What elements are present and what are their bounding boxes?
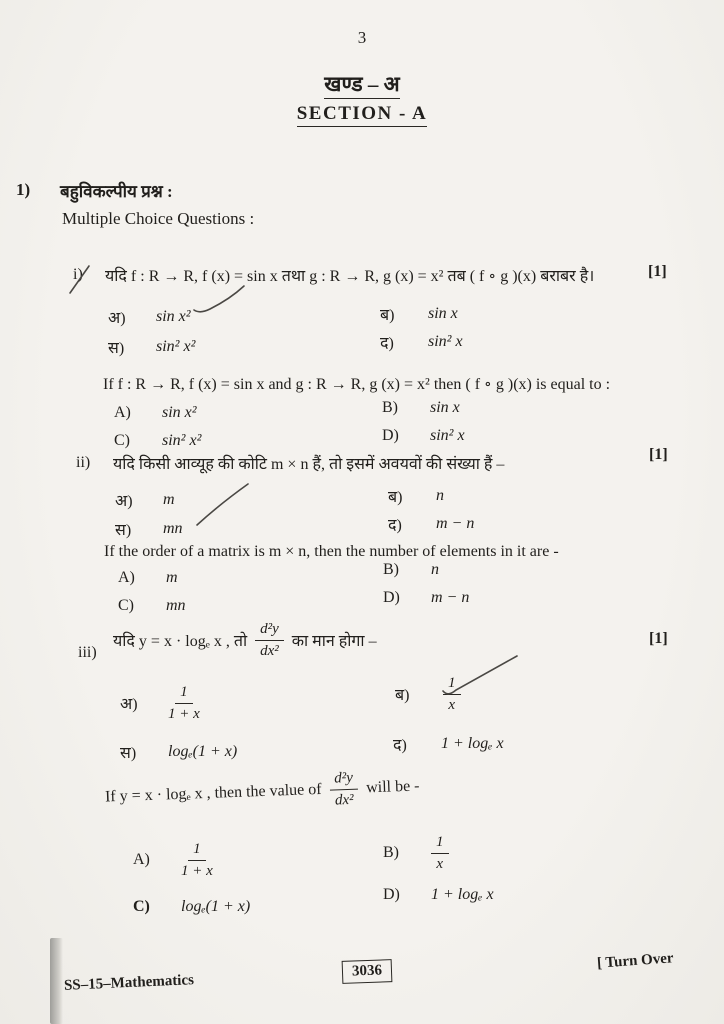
option-text: mn — [166, 597, 186, 614]
question-1-title-english: Multiple Choice Questions : — [62, 209, 255, 228]
option-text: sin² x² — [162, 432, 202, 449]
option-fraction: $\frac{1}{x}$ — [431, 833, 449, 874]
option-text: logₑ(1 + x) — [181, 898, 251, 915]
option-iii-hi-a — [120, 683, 200, 724]
option-text: sin x — [428, 305, 458, 322]
question-ii-text-hindi: यदि किसी आव्यूह की कोटि m × n हैं, तो इसमें अवयवों की संख्या हैं – — [113, 456, 505, 473]
question-i-number: i) — [73, 266, 83, 283]
option-i-hi-d — [380, 331, 463, 353]
option-label: स) — [108, 340, 125, 357]
option-text: sin x² — [156, 308, 191, 325]
option-fraction: $\frac{1}{x}$ — [443, 674, 461, 715]
option-label: अ) — [115, 493, 133, 510]
option-text: 1 + logₑ x — [431, 886, 494, 903]
turn-over-note: [ Turn Over — [596, 950, 675, 972]
option-i-en-b — [382, 399, 460, 417]
option-label: C) — [118, 597, 134, 614]
option-label: B) — [383, 844, 399, 862]
question-i-text-hindi: यदि f : R → R, f (x) = sin x तथा g : R → R, g (x) = x² तब ( f ∘ g )(x) बराबर है। — [105, 268, 595, 285]
question-1-number: 1) — [16, 180, 31, 199]
question-text-suffix: will be - — [365, 777, 420, 797]
section-heading-english — [0, 103, 724, 125]
option-text: n — [431, 561, 439, 578]
option-label: ब) — [380, 307, 395, 324]
section-heading-hindi-text: खण्ड – अ — [324, 72, 399, 99]
option-iii-hi-b — [395, 674, 461, 715]
question-i-marks: [1] — [648, 263, 667, 280]
option-label: स) — [115, 522, 132, 539]
question-1-title-hindi: बहुविकल्पीय प्रश्न : — [60, 182, 173, 201]
option-label: B) — [382, 399, 398, 416]
option-iii-en-c — [133, 898, 250, 916]
option-text: mn — [163, 520, 183, 537]
option-text: m − n — [436, 515, 475, 532]
option-label: स) — [120, 745, 137, 762]
scan-smudge — [50, 938, 63, 1024]
question-ii-marks: [1] — [649, 446, 668, 463]
question-text-prefix: यदि y = x · logₑ x , तो — [113, 633, 248, 651]
option-iii-hi-d — [393, 733, 504, 755]
option-i-hi-b — [380, 303, 458, 325]
option-label: D) — [383, 589, 400, 606]
option-ii-en-a — [118, 569, 178, 587]
option-label: C) — [133, 898, 150, 915]
option-fraction: $\frac{1}{1 + x}$ — [181, 841, 213, 879]
pen-mark-question-ii-line — [197, 484, 248, 525]
derivative-fraction: $\frac{\text{d²y}}{\text{dx²}}$ — [255, 620, 284, 661]
option-ii-hi-c — [115, 518, 183, 540]
option-ii-hi-d — [388, 513, 474, 535]
option-label: B) — [383, 561, 399, 578]
option-text: sin² x² — [156, 338, 196, 355]
option-text: m − n — [431, 589, 470, 606]
option-label: द) — [380, 335, 394, 352]
option-i-en-a — [114, 404, 197, 422]
option-text: n — [436, 487, 444, 504]
question-text-prefix: If y = x · logₑ x , then the value of — [104, 781, 322, 806]
section-heading-hindi — [0, 70, 724, 98]
question-iii-number: iii) — [78, 644, 97, 661]
option-ii-en-d — [383, 589, 469, 607]
option-i-en-d — [382, 427, 465, 445]
page-number: 3 — [357, 28, 367, 47]
option-label: ब) — [395, 687, 410, 705]
booklet-number: 3036 — [342, 959, 393, 984]
option-text: sin² x — [430, 427, 465, 444]
option-text: sin x — [430, 399, 460, 416]
question-i-text-english: If f : R → R, f (x) = sin x and g : R → R, g (x) = x² then ( f ∘ g )(x) is equal to : — [103, 376, 611, 393]
option-text: m — [166, 569, 178, 586]
option-label: A) — [114, 404, 131, 421]
option-label: A) — [133, 851, 150, 869]
option-text: sin x² — [162, 404, 197, 421]
option-ii-hi-a — [115, 489, 175, 511]
option-label: D) — [382, 427, 399, 444]
option-fraction: $\frac{1}{1 + x}$ — [168, 684, 200, 722]
option-label: A) — [118, 569, 135, 586]
option-label: C) — [114, 432, 130, 449]
question-ii-number: ii) — [76, 454, 91, 471]
question-iii-text-english — [104, 767, 420, 818]
option-label: अ) — [108, 310, 126, 327]
option-text: logₑ(1 + x) — [168, 743, 238, 760]
option-i-en-c — [114, 432, 201, 450]
option-iii-en-d — [383, 886, 494, 904]
option-iii-hi-c — [120, 741, 237, 763]
option-label: द) — [393, 737, 407, 754]
question-iii-text-hindi — [113, 620, 377, 661]
option-label: ब) — [388, 489, 403, 506]
option-text: 1 + logₑ x — [441, 735, 504, 752]
option-ii-hi-b — [388, 485, 444, 507]
option-ii-en-b — [383, 561, 439, 579]
paper-code: SS–15–Mathematics — [63, 972, 195, 994]
pen-mark-question-i-line — [194, 286, 244, 312]
option-i-hi-c — [108, 336, 195, 358]
option-ii-en-c — [118, 597, 186, 615]
option-text: m — [163, 491, 175, 508]
option-i-hi-a — [108, 306, 191, 328]
question-text-suffix: का मान होगा – — [291, 633, 377, 651]
option-iii-en-b — [383, 833, 449, 874]
question-ii-text-english: If the order of a matrix is m × n, then the number of elements in it are - — [104, 543, 559, 560]
option-label: D) — [383, 886, 400, 903]
option-label: अ) — [120, 696, 138, 714]
question-iii-marks: [1] — [649, 630, 668, 647]
section-heading-english-text: SECTION - A — [297, 103, 428, 127]
option-label: द) — [388, 517, 402, 534]
option-text: sin² x — [428, 333, 463, 350]
derivative-fraction: $\frac{\text{d²y}}{\text{dx²}}$ — [329, 769, 359, 810]
option-iii-en-a — [133, 840, 213, 881]
